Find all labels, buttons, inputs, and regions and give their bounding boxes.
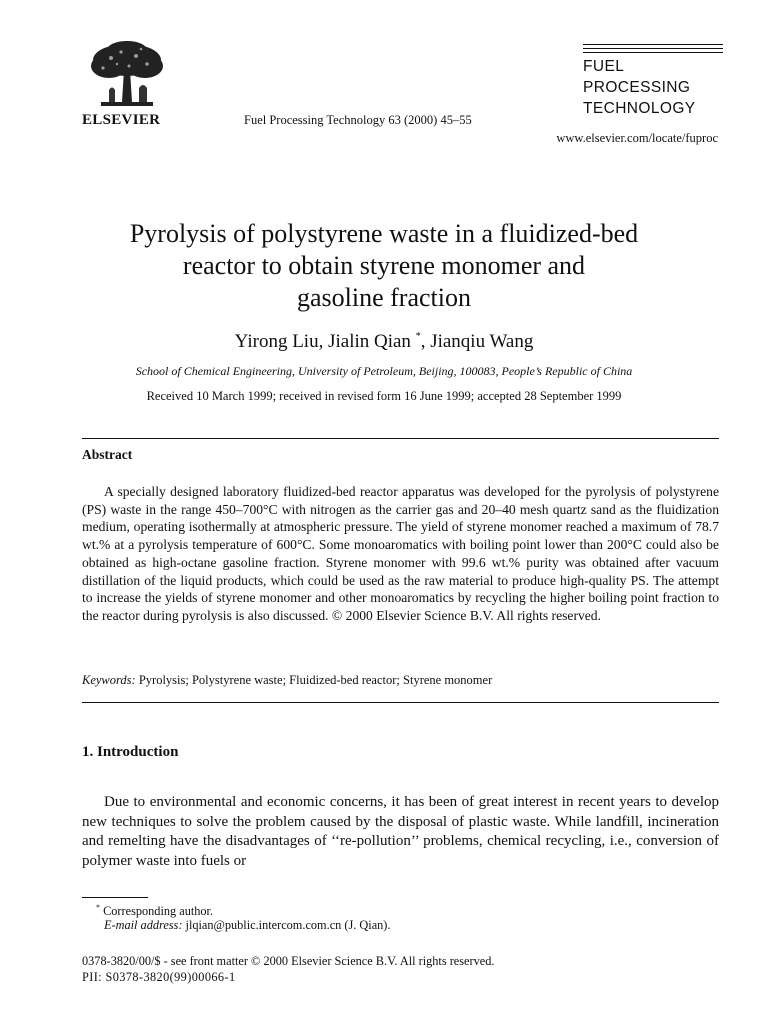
email-address[interactable]: jlqian@public.intercom.com.cn (J. Qian). [182,918,391,932]
title-line: Pyrolysis of polystyrene waste in a fluidized-bed [129,219,639,248]
title-line: gasoline fraction [297,283,471,312]
brand-line: FUEL [583,58,625,75]
keywords-list: Pyrolysis; Polystyrene waste; Fluidized-bed reactor; Styrene monomer [135,673,493,687]
title-line: reactor to obtain styrene monomer and [182,251,586,280]
keywords-label: Keywords: [82,673,136,687]
brand-rule [583,52,723,53]
footnote-email [82,918,741,933]
publisher-name: ELSEVIER [82,112,161,128]
brand-line: TECHNOLOGY [583,100,696,117]
article-title [60,218,708,314]
divider [82,702,719,703]
journal-reference: Fuel Processing Technology 63 (2000) 45–55 [244,113,472,127]
footnote-corresponding [82,903,733,919]
divider [82,438,719,439]
pii-line: PII: S0378-3820(99)00066-1 [82,970,236,984]
footnote-text: Corresponding author. [100,904,214,918]
introduction-body: Due to environmental and economic concerns, it has been of great interest in recent years to develop new techniques to solve the problem caused by the disposal of plastic waste. While landfill, incineration and remelting have the disadvantages of ‘‘re-pollution’’ problems, chemical recycling, i.e., conversion of polymer waste into fuels or [82,794,719,869]
affiliation: School of Chemical Engineering, University of Petroleum, Beijing, 100083, People’s Republic of China [135,364,633,378]
brand-line: PROCESSING [583,79,691,96]
keywords [82,673,719,688]
brand-rule [583,48,723,49]
journal-url[interactable]: www.elsevier.com/locate/fuproc [556,131,718,145]
section-heading: 1. Introduction [82,744,179,760]
front-matter-line: 0378-3820/00/$ - see front matter © 2000 Elsevier Science B.V. All rights reserved. [82,954,495,968]
author-list [60,331,708,353]
abstract-heading: Abstract [82,447,133,462]
footnote-mark: * [96,903,100,912]
authors-text: Yirong Liu, Jialin Qian [234,331,416,352]
abstract-body: A specially designed laboratory fluidized-bed reactor apparatus was developed for the pyrolysis of polystyrene (PS) waste in the range 450–700°C with nitrogen as the carrier gas and 20–40 mesh quartz sand as the fluidization medium, operating isothermally at atmospheric pressure. The yield of styrene monomer reached a maximum of 78.7 wt.% at a pyrolysis temperature of 600°C. Some monoaromatics with boiling point lower than 200°C could also be obtained as high-octane gasoline fraction. Styrene monomer with 99.6 wt.% purity was obtained after vacuum distillation of the liquid products, which could be used as the raw material to produce high-quality PS. The attempt to increase the yields of styrene monomer and other monoaromatics by recycling the higher boiling point fraction to the reactor during pyrolysis is also discussed. © 2000 Elsevier Science B.V. All rights reserved. [82,484,719,623]
journal-brand [583,44,723,116]
footnote-rule [82,897,148,898]
received-dates: Received 10 March 1999; received in revised form 16 June 1999; accepted 28 September 1999 [146,389,622,403]
corresponding-mark[interactable]: * [415,331,421,342]
brand-rule [583,44,723,45]
email-label: E-mail address: [104,918,183,932]
authors-text: , Jianqiu Wang [420,331,534,352]
